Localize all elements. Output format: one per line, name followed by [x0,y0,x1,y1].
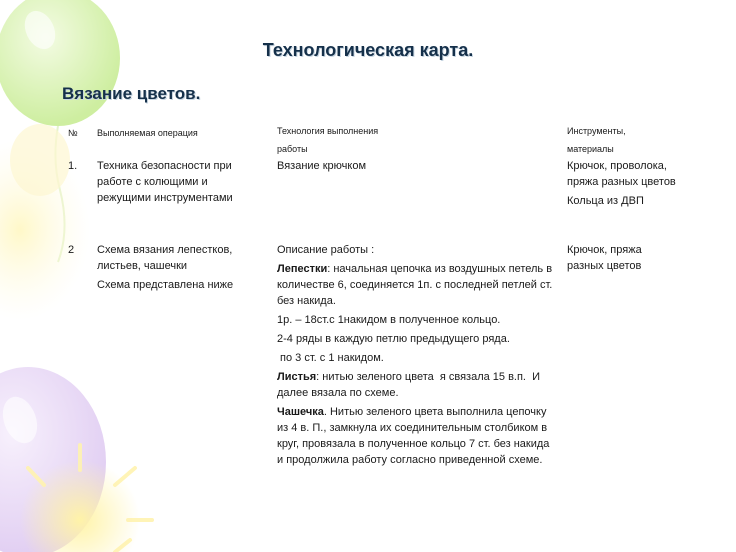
header-tools: Инструменты, материалы [567,126,626,154]
row2-operation: Схема вязания лепестков, листьев, чашечки Схема представлена ниже [97,244,234,291]
petals-paragraph: Лепестки: начальная цепочка из воздушных петель в количестве 6, соединяется 1п. с последней петлей ст. без накида. [277,263,553,307]
row1-tools: Крючок, проволока, пряжа разных цветов Кольца из ДВП [567,160,676,207]
row2-number: 2 [68,244,75,256]
row2-tools: Крючок, пряжа разных цветов [567,244,642,272]
row1-technology: Вязание крючком [277,160,367,172]
calyx-paragraph: Чашечка. Нитью зеленого цвета выполнила цепочку из 4 в. П., замкнула их соединительным столбиком в круг, провязала в полученное кольцо 7 ст. без накида и продолжила работу согласно приведенной схеме. [277,406,550,466]
page-subtitle: Вязание цветов. [62,84,201,103]
page-title: Технологическая карта. [262,40,474,60]
leaves-paragraph: Листья: нитью зеленого цвета я связала 15 в.п. И далее вязала по схеме. [277,371,544,399]
header-operation: Выполняемая операция [97,128,198,138]
row2-technology: Описание работы : Лепестки: начальная цепочка из воздушных петель в количестве 6, соединяется 1п. с последней петлей ст. без накида. 1р. – 18ст.с 1накидом в полученное кольцо. 2-4 ряды в каждую петлю предыдущего ряда. по 3 ст. с 1 накидом. Листья: нитью зеленого цвета я связала 15 в.п. И далее вязала по схеме. Чашечка. Нитью зеленого цвета выполнила цепочку из 4 в. П., замкнула их соединительным столбиком в круг, провязала в полученное кольцо 7 ст. без накида и продолжила работу согласно приведенной схеме. [277,242,557,468]
row1-number: 1. [68,160,78,172]
row1-operation: Техника безопасности при работе с колющими и режущими инструментами [97,160,233,204]
header-number: № [68,128,78,138]
header-technology: Технология выполнения работы [277,126,379,154]
